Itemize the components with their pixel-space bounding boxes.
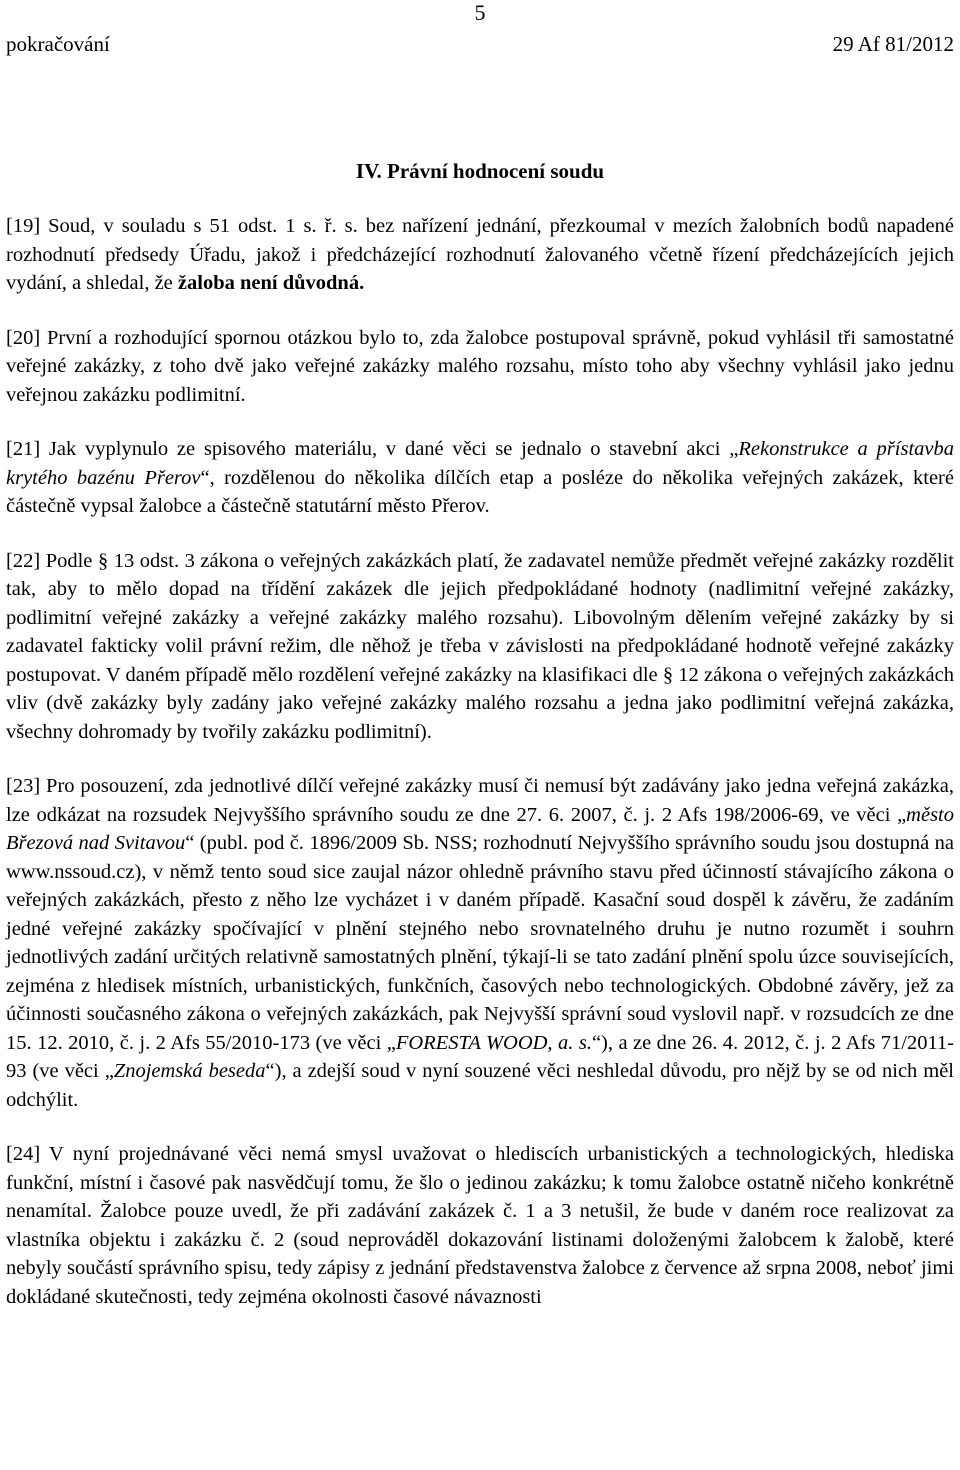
header-case-number: 29 Af 81/2012 xyxy=(832,32,954,56)
paragraph-23-text-b: “ (publ. pod č. 1896/2009 Sb. NSS; rozhodnutí Nejvyššího správního soudu jsou dostupná na www.nssoud.cz), v němž tento soud sice zaujal názor ohledně právního stavu před účinností stávajícího zákona o veřejných zakázkách, přesto z něho lze vycházet i v daném případě. Kasační soud dospěl k závěru, že zadáním jedné veřejné zakázky spočívající v plnění stejného nebo srovnatelného druhu je nutno rozumět i souhrn jednotlivých zadání určitých relativně samostatných plnění, týkají-li se tato zadání plnění spolu úzce souvisejících, zejména z hledisek místních, urbanistických, funkčních, časových nebo technologických. Obdobné závěry, jež za účinnosti současného zákona o veřejných zakázkách, pak Nejvyšší správní soud vyslovil např. v rozsudcích ze dne 15. 12. 2010, č. j. 2 Afs 55/2010-173 (ve věci „ xyxy=(6,832,955,1054)
paragraph-21 xyxy=(6,435,954,521)
paragraph-23-case-name-1: město Březová nad Svitavou xyxy=(6,803,954,854)
paragraph-23-case-name-2: FORESTA WOOD, a. s. xyxy=(395,1031,592,1054)
paragraph-21-project-name: Rekonstrukce a přístavba krytého bazénu Přerov xyxy=(6,438,954,489)
paragraph-23 xyxy=(6,772,954,1114)
paragraph-23-case-name-3: Znojemská beseda xyxy=(113,1060,266,1082)
paragraph-22: [22] Podle § 13 odst. 3 zákona o veřejných zakázkách platí, že zadavatel nemůže předmět veřejné zakázky rozdělit tak, aby to mělo dopad na třídění zakázek dle jejich předpokládané hodnoty (nadlimitní veřejné zakázky, podlimitní veřejné zakázky a veřejné zakázky malého rozsahu). Libovolným dělením veřejné zakázky by si zadavatel fakticky volil právní režim, dle něhož je třeba v závislosti na předpokládané hodnotě veřejné zakázky postupovat. V daném případě mělo rozdělení veřejné zakázky na klasifikaci dle § 12 zákona o veřejných zakázkách vliv (dvě zakázky byly zadány jako veřejné zakázky malého rozsahu a jedna jako podlimitní veřejná zakázka, všechny dohromady by tvořily zakázku podlimitní). xyxy=(6,549,954,743)
header-continuation: pokračování xyxy=(6,32,110,56)
paragraph-21-text-b: “, rozdělenou do několika dílčích etap a posléze do několika veřejných zakázek, které částečně vypsal žalobce a částečně statutární město Přerov. xyxy=(6,466,954,517)
page-number: 5 xyxy=(474,0,486,25)
paragraph-23-text-a: [23] Pro posouzení, zda jednotlivé dílčí veřejné zakázky musí či nemusí být zadávány jako jedna veřejná zakázka, lze odkázat na rozsudek Nejvyššího správního soudu ze dne 27. 6. 2007, č. j. 2 Afs 198/2006-69, ve věci „ xyxy=(6,775,954,826)
paragraph-19 xyxy=(6,212,954,298)
paragraph-19-conclusion: žaloba není důvodná. xyxy=(177,272,365,294)
page-header xyxy=(6,30,954,58)
paragraph-23-text-d: “), a zdejší soud v nyní souzené věci neshledal důvodu, pro nějž by se od nich měl odchýlit. xyxy=(6,1060,954,1111)
paragraph-21-text-a: [21] Jak vyplynulo ze spisového materiálu, v dané věci se jednalo o stavební akci „ xyxy=(6,438,739,460)
paragraph-23-text-c: “), a ze dne 26. 4. 2012, č. j. 2 Afs 71/2011-93 (ve věci „ xyxy=(6,1031,955,1082)
section-title: IV. Právní hodnocení soudu xyxy=(355,159,605,183)
paragraph-20: [20] První a rozhodující spornou otázkou bylo to, zda žalobce postupoval správně, pokud vyhlásil tři samostatné veřejné zakázky, z toho dvě jako veřejné zakázky malého rozsahu, místo toho aby všechny vyhlásil jako jednu veřejnou zakázku podlimitní. xyxy=(6,326,954,406)
paragraph-19-text: [19] Soud, v souladu s 51 odst. 1 s. ř. s. bez nařízení jednání, přezkoumal v mezích žalobních bodů napadené rozhodnutí předsedy Úřadu, jakož i předcházející rozhodnutí žalovaného včetně řízení předcházejících jejich vydání, a shledal, že xyxy=(6,215,954,294)
document-body xyxy=(6,212,954,1337)
paragraph-24: [24] V nyní projednávané věci nemá smysl uvažovat o hlediscích urbanistických a technologických, hlediska funkční, místní i časové pak nasvědčují tomu, že šlo o jedinou zakázku; k tomu žalobce ostatně ničeho konkrétně nenamítal. Žalobce pouze uvedl, že při zadávání zakázek č. 1 a 3 netušil, že bude v daném roce realizovat za vlastníka objektu i zakázku č. 2 (soud neprováděl dokazování listinami doloženými žalobcem k žalobě, které nebyly součástí správního spisu, tedy zápisy z jednání představenstva žalobce z července až srpna 2008, neboť jimi dokládané skutečnosti, tedy zejména okolnosti časové návaznosti xyxy=(6,1143,954,1308)
